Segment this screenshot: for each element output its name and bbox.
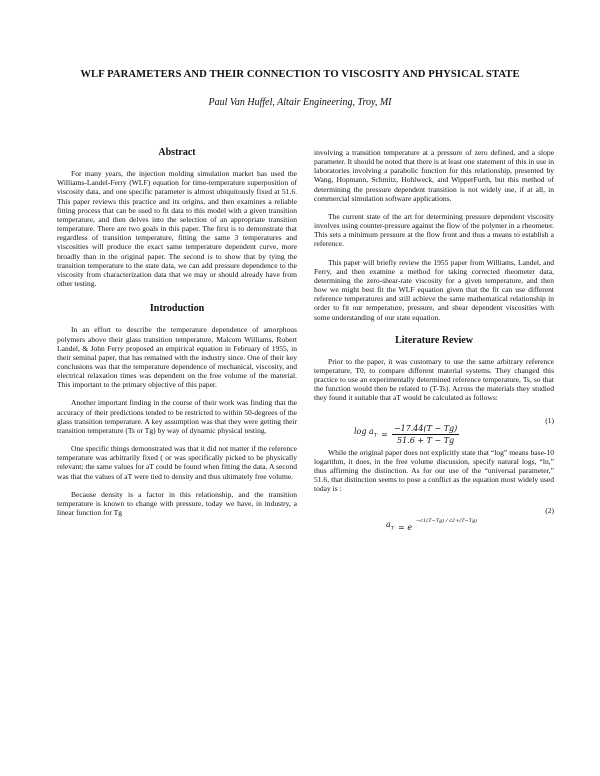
intro-paragraph-1: In an effort to describe the temperature dependence of amorphous polymers above their glass transition temperature, Malcom Williams, Robert Landel, & John Ferry proposed an empirical equation in February of 1955, in their seminal paper, that has remained with the industry since. One of their key conclusions was that the temperature dependence of mechanical, viscosity, and electrical relaxation times was dependent on the free volume of the material. This important to the primary objective of this paper. [57,325,297,390]
intro-continued-paragraph: involving a transition temperature at a pressure of zero defined, and a slope parameter. It should be noted that there is at least one statement of this in use in laboratories involving a parabolic function for this relationship, presented by Wang, Hopmann, Schmitz, Hohlweck, and WipperFurth, but this method of determining the pressure dependent transition is not widely use, if at all, in commercial simulation software applications. [314,148,554,203]
literature-paragraph-2: While the original paper does not explicitly state that “log” means base-10 logarithm, it does, in the free volume discussion, specify natural logs, “ln,” thus affirming the distinction. As for our use of the “universal parameter,” 51.6, that distinction seems to pose a conflict as the equation most widely used today is : [314,447,554,494]
equation-2 [314,502,554,532]
equation-2-rhs: = e [398,522,413,532]
intro-paragraph-3: One specific things demonstrated was that it did not matter if the reference temperature was arbitrarily fixed ( or was specifically picked to be physically relevant; the same values for aT could be found when fitting the data. A second was that the values of aT were tied to density and thus ultimately free volume. [57,444,297,481]
left-column [57,148,297,526]
intro-paragraph-2: Another important finding in the course of their work was finding that the accuracy of their predictions tended to be restricted to within 50-degrees of the glass transition temperature. A key assumption was that they were getting their transition temperature (Ts or Tg) by way of dynamic physical testing. [57,398,297,435]
equation-1-number: (1) [545,415,554,425]
equation-2-lhs: $a_T$ [386,520,395,532]
paper-authors: Paul Van Huffel, Altair Engineering, Troy, MI [208,97,392,108]
equation-2-number: (2) [545,506,554,516]
intro-paragraph-5: The current state of the art for determining pressure dependent viscosity involves using counter-pressure against the flow of the polymer in a rheometer. This sets a minimum pressure at the flow front and thus a means to establish a reference. [314,211,554,249]
paper-title: WLF PARAMETERS AND THEIR CONNECTION TO VISCOSITY AND PHYSICAL STATE [80,69,520,80]
abstract-text: For many years, the injection molding simulation market has used the Williams-Landel-Ferry (WLF) equation for time-temperature superposition of viscosity data, and one specific parameter is almost ubiquitously fixed at 51.6. This paper reviews this practice and its origins, and then examines a reliable fitting process that can be used to fit data to this model with a given transition temperature, and then delves into the selection of an appropriate transition temperature. There are two goals in this paper. The first is to demonstrate that regardless of transition temperature, fitting the same 3 temperatures and viscosities will produce the exact same temperature dependent curve, more broadly than in the original paper. The second is to show that by tying the transition temperature to the state data, we can add pressure dependence to the viscosity from characterization data that we may or should already have from other testing. [57,169,297,289]
equation-1 [314,412,554,445]
equation-1-fraction [392,424,459,445]
right-column [314,148,554,538]
intro-paragraph-6: This paper will briefly review the 1955 paper from Williams, Landel, and Ferry, and then examine a method for taking corrected rheometer data, determining the zero-shear-rate viscosity for a given temperature, and then how we might best fit the WLF equation given that the fit can use different reference temperatures and still achieve the same mathematical relationship in order to fit our temperature, pressure, and shear dependent viscosities with some understanding of our state equation. [314,257,554,322]
abstract-heading: Abstract [158,147,196,158]
intro-paragraph-4: Because density is a factor in this relationship, and the transition temperature is known to change with pressure, today we have, in industry, a linear function for Tg [57,489,297,517]
equation-1-equals: = [381,429,388,439]
equation-2-exponent: −c1(T−Tg) / c2+(T−Tg) [416,517,478,524]
equation-1-numerator: −17.44(T − Tg) [392,424,459,435]
introduction-heading: Introduction [149,303,205,315]
literature-heading: Literature Review [395,334,473,346]
equation-2-body [386,517,478,534]
equation-1-denominator: 51.6 + T − Tg [396,435,455,445]
equation-1-body [354,424,459,445]
equation-1-lhs: $\log a_T$ [354,427,378,439]
literature-paragraph-1: Prior to the paper, it was customary to use the same arbitrary reference temperature, T0, to compare different material systems. They changed this practice to use an experimentally determined reference temperature, Ts, so that the function would then be related to (T-Ts). Across the materials they studied they found it suitable that aT would be calculated as follows: [314,356,554,403]
